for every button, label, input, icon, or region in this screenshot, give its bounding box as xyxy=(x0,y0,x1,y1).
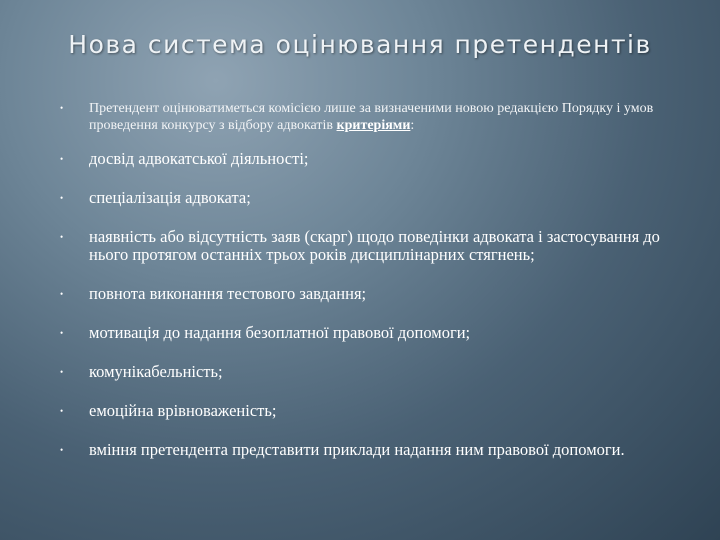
slide-content xyxy=(60,100,660,480)
bullet-icon: • xyxy=(60,232,64,242)
intro-suffix: : xyxy=(410,118,415,133)
intro-bullet-item xyxy=(60,100,660,134)
bullet-text: наявність або відсутність заяв (скарг) щодо поведінки адвоката і застосування до нього протягом останніх трьох років дисциплінарних стягнень; xyxy=(89,227,660,264)
bullet-text: вміння претендента представити приклади надання ним правової допомоги. xyxy=(89,440,625,459)
bullet-item-specialization xyxy=(60,189,660,207)
bullet-icon: • xyxy=(60,367,64,377)
bullet-text: спеціалізація адвоката; xyxy=(89,188,251,207)
bullet-item-complaints xyxy=(60,228,660,264)
bullet-item-test-task xyxy=(60,285,660,303)
criteria-link[interactable]: критеріями xyxy=(336,118,411,133)
bullet-text: комунікабельність; xyxy=(89,362,223,381)
bullet-icon: • xyxy=(60,289,64,299)
bullet-text: повнота виконання тестового завдання; xyxy=(89,284,367,303)
bullet-icon: • xyxy=(60,328,64,338)
bullet-text: досвід адвокатської діяльності; xyxy=(89,149,309,168)
slide-title: Нова система оцінювання претендентів xyxy=(68,30,652,59)
bullet-icon: • xyxy=(60,406,64,416)
bullet-text: емоційна врівноваженість; xyxy=(89,401,277,420)
bullet-icon: • xyxy=(60,445,64,455)
bullet-item-experience xyxy=(60,150,660,168)
bullet-item-communication xyxy=(60,363,660,381)
bullet-item-emotional-balance xyxy=(60,402,660,420)
bullet-icon: • xyxy=(60,154,64,164)
intro-text: Претендент оцінюватиметься комісією лише за визначеними новою редакцією Порядку і умов проведення конкурсу з відбору адвокатів xyxy=(89,101,654,133)
bullet-icon: • xyxy=(60,103,64,113)
bullet-icon: • xyxy=(60,193,64,203)
bullet-item-motivation xyxy=(60,324,660,342)
bullet-text: мотивація до надання безоплатної правової допомоги; xyxy=(89,323,471,342)
bullet-item-examples xyxy=(60,441,660,459)
